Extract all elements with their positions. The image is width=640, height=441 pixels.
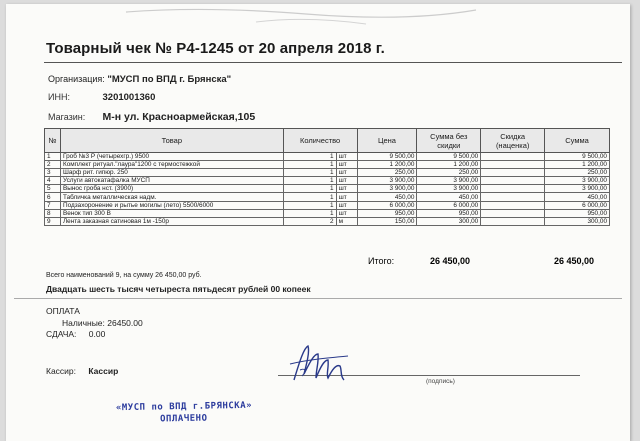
row-discount xyxy=(481,177,545,185)
row-discount xyxy=(481,185,545,193)
row-unit: шт xyxy=(336,201,357,209)
row-quantity: 2 xyxy=(283,217,336,225)
payment-cash: Наличные: 26450.00 xyxy=(62,318,143,328)
table-row xyxy=(45,153,610,161)
row-unit: шт xyxy=(336,185,357,193)
title-divider xyxy=(44,62,622,63)
row-number: 5 xyxy=(45,185,61,193)
row-quantity: 1 xyxy=(283,177,336,185)
row-sum: 3 900,00 xyxy=(545,177,610,185)
row-product: Шарф рит. гипюр. 250 xyxy=(60,169,283,177)
col-header-sum-no-discount: Сумма без скидки xyxy=(417,129,481,153)
organization-label: Организация: xyxy=(48,74,105,84)
row-number: 4 xyxy=(45,177,61,185)
row-product: Комплект ритуал."лаура"1200 с термостежкой xyxy=(60,161,283,169)
table-row xyxy=(45,185,610,193)
row-price: 150,00 xyxy=(357,217,417,225)
row-unit: шт xyxy=(336,209,357,217)
shop-row xyxy=(48,111,255,123)
row-sum-no-discount: 450,00 xyxy=(417,193,481,201)
receipt-title: Товарный чек № Р4-1245 от 20 апреля 2018 г. xyxy=(46,40,385,57)
row-unit: шт xyxy=(336,169,357,177)
row-price: 450,00 xyxy=(357,193,417,201)
row-sum-no-discount: 250,00 xyxy=(417,169,481,177)
row-quantity: 1 xyxy=(283,193,336,201)
change-value: 0.00 xyxy=(88,329,106,339)
row-price: 3 900,00 xyxy=(357,185,417,193)
table-row xyxy=(45,209,610,217)
row-discount xyxy=(481,169,545,177)
total-sum: 26 450,00 xyxy=(554,256,595,266)
inn-label: ИНН: xyxy=(48,92,70,102)
paid-stamp xyxy=(116,401,252,425)
row-sum-no-discount: 3 900,00 xyxy=(417,177,481,185)
col-header-quantity: Количество xyxy=(283,129,357,153)
stamp-paid: ОПЛАЧЕНО xyxy=(160,413,208,425)
row-sum: 1 200,00 xyxy=(545,161,610,169)
row-number: 7 xyxy=(45,201,61,209)
row-sum-no-discount: 1 200,00 xyxy=(417,161,481,169)
col-header-product: Товар xyxy=(60,129,283,153)
row-unit: шт xyxy=(336,161,357,169)
row-quantity: 1 xyxy=(283,153,336,161)
row-quantity: 1 xyxy=(283,185,336,193)
row-number: 2 xyxy=(45,161,61,169)
shop-label: Магазин: xyxy=(48,112,86,122)
row-number: 8 xyxy=(45,209,61,217)
row-quantity: 1 xyxy=(283,161,336,169)
row-discount xyxy=(481,209,545,217)
table-row xyxy=(45,177,610,185)
col-header-number: № xyxy=(45,129,61,153)
table-row xyxy=(45,193,610,201)
payment-heading: ОПЛАТА xyxy=(46,306,80,316)
col-header-discount: Скидка (наценка) xyxy=(481,129,545,153)
inn-row xyxy=(48,92,155,103)
shop-value: М-н ул. Красноармейская,105 xyxy=(102,111,256,123)
row-product: Вынос гроба нст. (3900) xyxy=(60,185,283,193)
bleed-through-marks xyxy=(6,4,630,34)
row-sum: 9 500,00 xyxy=(545,153,610,161)
table-row xyxy=(45,217,610,225)
row-unit: шт xyxy=(336,193,357,201)
signature-caption: (подпись) xyxy=(426,378,455,385)
row-product: Подзахоронение и рытье могилы (лето) 5500/6000 xyxy=(60,201,283,209)
row-price: 6 000,00 xyxy=(357,201,417,209)
row-price: 3 900,00 xyxy=(357,177,417,185)
row-sum-no-discount: 3 900,00 xyxy=(417,185,481,193)
row-product: Лента заказная сатиновая 1м -150р xyxy=(60,217,283,225)
row-number: 1 xyxy=(45,153,61,161)
items-table xyxy=(44,128,610,226)
table-header-row xyxy=(45,129,610,153)
row-price: 1 200,00 xyxy=(357,161,417,169)
row-discount xyxy=(481,153,545,161)
amount-in-words: Двадцать шесть тысяч четыреста пятьдесят рублей 00 копеек xyxy=(46,284,311,294)
row-sum-no-discount: 300,00 xyxy=(417,217,481,225)
handwritten-signature xyxy=(286,340,356,388)
cashier-label: Кассир: xyxy=(46,366,77,376)
row-sum-no-discount: 950,00 xyxy=(417,209,481,217)
col-header-price: Цена xyxy=(357,129,417,153)
row-number: 3 xyxy=(45,169,61,177)
row-quantity: 1 xyxy=(283,209,336,217)
row-discount xyxy=(481,201,545,209)
row-price: 250,00 xyxy=(357,169,417,177)
table-row xyxy=(45,169,610,177)
cashier-row xyxy=(46,366,118,376)
row-quantity: 1 xyxy=(283,169,336,177)
row-sum-no-discount: 6 000,00 xyxy=(417,201,481,209)
row-sum: 3 900,00 xyxy=(545,185,610,193)
organization-row xyxy=(48,74,231,85)
table-body xyxy=(45,153,610,226)
organization-value: "МУСП по ВПД г. Брянска" xyxy=(107,74,232,85)
row-sum: 6 000,00 xyxy=(545,201,610,209)
total-no-discount: 26 450,00 xyxy=(430,256,471,266)
row-product: Венок тип 300 В xyxy=(60,209,283,217)
items-count-line: Всего наименований 9, на сумму 26 450,00 руб. xyxy=(46,272,202,279)
row-unit: м xyxy=(336,217,357,225)
stamp-organization: «МУСП по ВПД г.БРЯНСКА» xyxy=(115,400,253,414)
row-product: Услуги автокатафалка МУСП xyxy=(60,177,283,185)
cashier-value: Кассир xyxy=(88,366,119,376)
row-discount xyxy=(481,161,545,169)
change-row xyxy=(46,329,105,339)
row-discount xyxy=(481,193,545,201)
row-product: Гроб №3 Р (четырехгр.) 9500 xyxy=(60,153,283,161)
row-number: 9 xyxy=(45,217,61,225)
change-label: СДАЧА: xyxy=(46,329,77,339)
row-unit: шт xyxy=(336,177,357,185)
row-sum-no-discount: 9 500,00 xyxy=(417,153,481,161)
row-price: 9 500,00 xyxy=(357,153,417,161)
table-row xyxy=(45,201,610,209)
row-price: 950,00 xyxy=(357,209,417,217)
receipt-sheet xyxy=(6,4,630,441)
row-sum: 450,00 xyxy=(545,193,610,201)
inn-value: 3201001360 xyxy=(102,92,156,103)
payment-divider xyxy=(14,298,622,299)
row-discount xyxy=(481,217,545,225)
row-sum: 250,00 xyxy=(545,169,610,177)
col-header-sum: Сумма xyxy=(545,129,610,153)
row-product: Табличка металлическая надм. xyxy=(60,193,283,201)
row-unit: шт xyxy=(336,153,357,161)
table-row xyxy=(45,161,610,169)
row-sum: 950,00 xyxy=(545,209,610,217)
row-sum: 300,00 xyxy=(545,217,610,225)
total-label: Итого: xyxy=(368,256,395,266)
row-number: 6 xyxy=(45,193,61,201)
row-quantity: 1 xyxy=(283,201,336,209)
